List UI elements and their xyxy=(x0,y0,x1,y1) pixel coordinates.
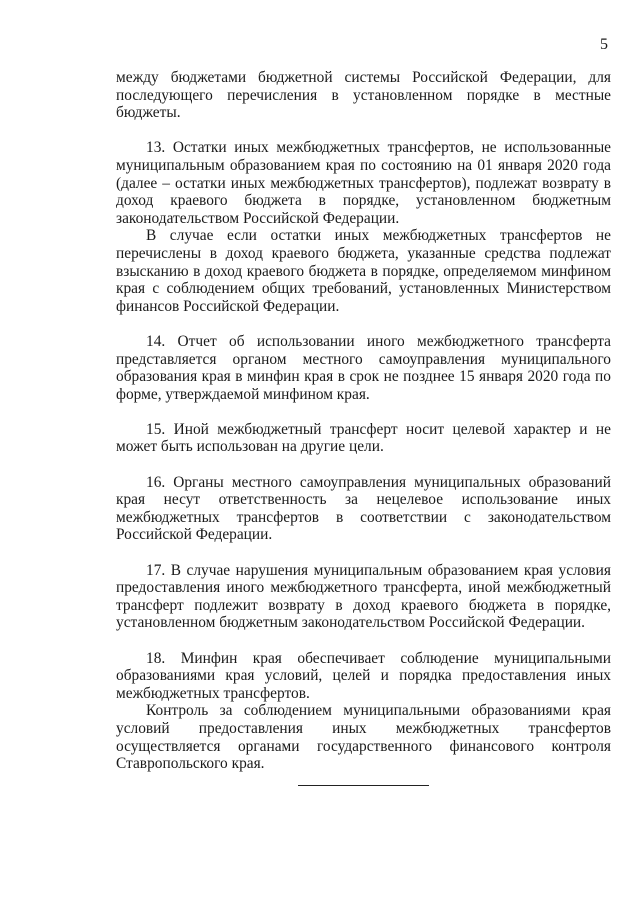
paragraph-13: 13. Остатки иных межбюджетных трансфертов, не использованные муниципальным образованием края по состоянию на 01 января 2020 года (далее – остатки иных межбюджетных трансфертов), подлежат возврату в доход краевого бюджета в порядке, установленном бюджетным законодательством Российской Федерации. xyxy=(116,139,611,227)
paragraph-18-control: Контроль за соблюдением муниципальными образованиями края условий предоставления иных межбюджетных трансфертов осуществляется органами государственного финансового контроля Ставропольского края. xyxy=(116,702,611,773)
paragraph-18: 18. Минфин края обеспечивает соблюдение муниципальными образованиями края условий, целей и порядка предоставления иных межбюджетных трансфертов. xyxy=(116,649,611,702)
paragraph-continuation: между бюджетами бюджетной системы Российской Федерации, для последующего перечисления в установленном порядке в местные бюджеты. xyxy=(116,69,611,122)
paragraph-17: 17. В случае нарушения муниципальным образованием края условия предоставления иного межбюджетного трансферта, иной межбюджетный трансферт подлежит возврату в доход краевого бюджета в порядке, установленном бюджетным законодательством Российской Федерации. xyxy=(116,561,611,632)
document-body xyxy=(116,69,611,773)
paragraph-15: 15. Иной межбюджетный трансферт носит целевой характер и не может быть использован на другие цели. xyxy=(116,420,611,456)
paragraph-13-remainder-recovery: В случае если остатки иных межбюджетных трансфертов не перечислены в доход краевого бюджета, указанные средства подлежат взысканию в доход краевого бюджета в порядке, определяемом минфином края с соблюдением общих требований, установленных Министерством финансов Российской Федерации. xyxy=(116,227,611,315)
paragraph-16: 16. Органы местного самоуправления муниципальных образований края несут ответственность за нецелевое использование иных межбюджетных трансфертов в соответствии с законодательством Российской Федерации. xyxy=(116,473,611,544)
end-separator-line xyxy=(298,785,429,786)
page-number: 5 xyxy=(600,36,608,53)
paragraph-14: 14. Отчет об использовании иного межбюджетного трансферта представляется органом местного самоуправления муниципального образования края в минфин края в срок не позднее 15 января 2020 года по форме, утверждаемой минфином края. xyxy=(116,332,611,403)
